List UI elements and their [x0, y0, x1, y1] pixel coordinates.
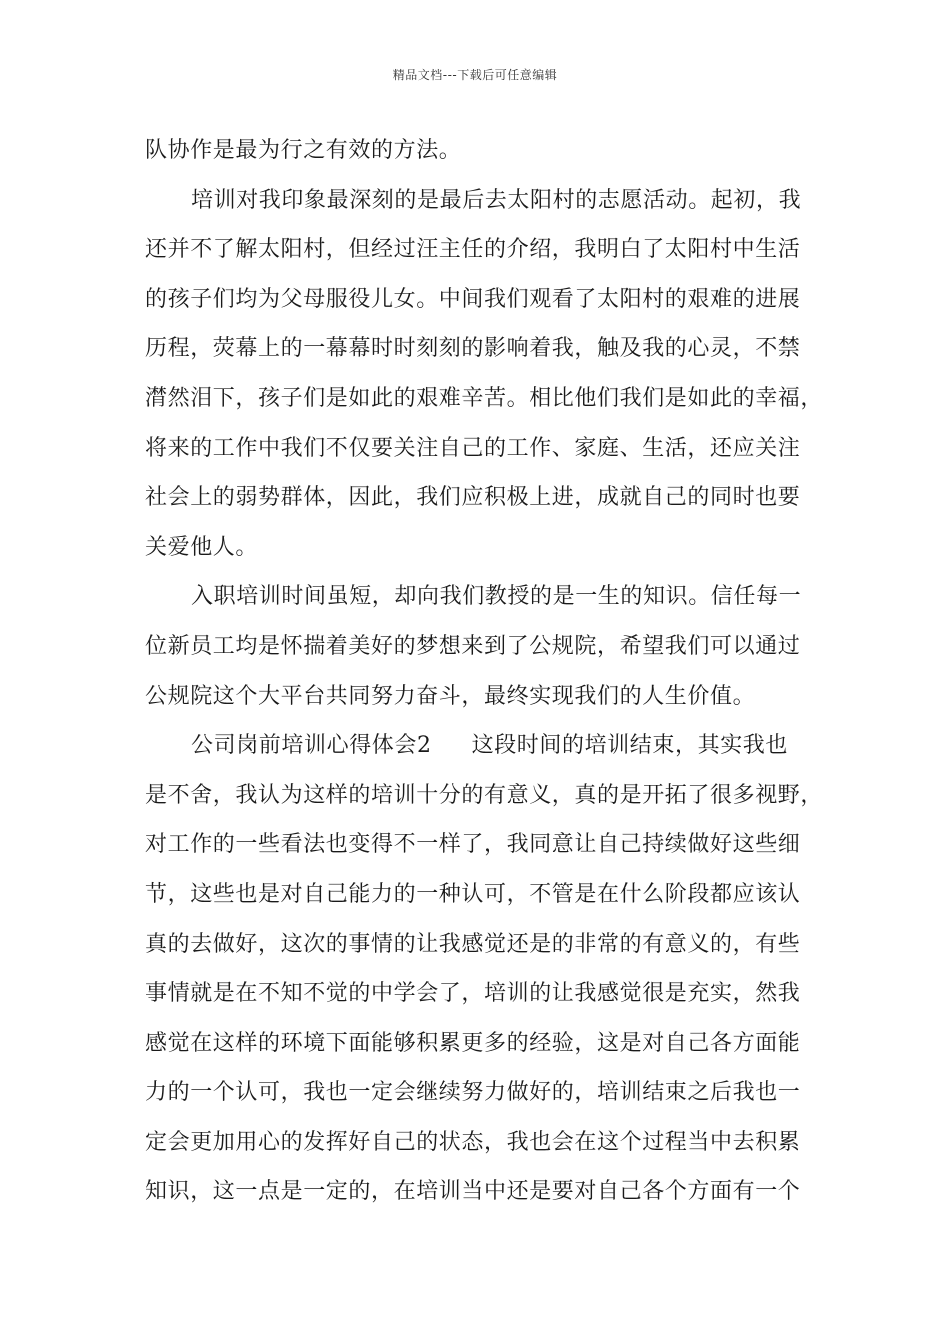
section-heading: 公司岗前培训心得体会2: [191, 733, 432, 759]
line-text: 对工作的一些看法也变得不一样了，我同意让自己持续做好这些细: [145, 832, 801, 858]
text-line: [145, 1068, 817, 1118]
text-line: [145, 473, 817, 523]
line-text: 还并不了解太阳村，但经过汪主任的介绍，我明白了太阳村中生活: [145, 237, 801, 263]
line-text: 事情就是在不知不觉的中学会了，培训的让我感觉很是充实，然我: [145, 981, 801, 1007]
line-text: 节，这些也是对自己能力的一种认可，不管是在什么阶段都应该认: [145, 881, 801, 907]
text-line: [145, 1118, 817, 1168]
text-line: [145, 870, 817, 920]
line-text: 关爱他人。: [145, 534, 259, 560]
text-line: [145, 374, 824, 424]
line-text: 感觉在这样的环境下面能够积累更多的经验，这是对自己各方面能: [145, 1030, 801, 1056]
text-line: [145, 1167, 817, 1217]
line-text: 真的去做好，这次的事情的让我感觉还是的非常的有意义的，有些: [145, 931, 801, 957]
text-line: [145, 820, 817, 870]
text-line: [145, 969, 817, 1019]
line-text: 入职培训时间虽短，却向我们教授的是一生的知识。信任每一: [191, 584, 802, 610]
line-text: 将来的工作中我们不仅要关注自己的工作、家庭、生活，还应关注: [145, 435, 801, 461]
text-line: [145, 225, 817, 275]
line-text: 力的一个认可，我也一定会继续努力做好的，培训结束之后我也一: [145, 1080, 801, 1106]
text-line: [145, 1019, 817, 1069]
line-text: 公规院这个大平台共同努力奋斗，最终实现我们的人生价值。: [145, 683, 756, 709]
line-text: 社会上的弱势群体，因此，我们应积极上进，成就自己的同时也要: [145, 485, 801, 511]
line-text: 定会更加用心的发挥好自己的状态，我也会在这个过程当中去积累: [145, 1129, 801, 1155]
page-header: 精品文档---下载后可任意编辑: [392, 68, 558, 82]
text-line: [145, 771, 824, 821]
text-line: [145, 920, 817, 970]
document-body: [145, 126, 824, 1217]
line-text: 这段时间的培训结束，其实我也: [471, 733, 789, 759]
text-line: [145, 324, 817, 374]
text-line: [145, 672, 817, 722]
line-text: 队协作是最为行之有效的方法。: [145, 138, 462, 163]
line-text: 历程，荧幕上的一幕幕时时刻刻的影响着我，触及我的心灵，不禁: [145, 336, 801, 362]
text-line: [145, 622, 817, 672]
line-text: 培训对我印象最深刻的是最后去太阳村的志愿活动。起初，我: [191, 187, 802, 213]
text-line: [145, 721, 817, 771]
text-line: [145, 424, 817, 474]
line-text: 的孩子们均为父母服役儿女。中间我们观看了太阳村的艰难的进展: [145, 286, 801, 312]
line-text: 位新员工均是怀揣着美好的梦想来到了公规院，希望我们可以通过: [145, 633, 801, 659]
text-line: [145, 176, 817, 226]
text-line: [145, 523, 817, 573]
text-line: [145, 275, 817, 325]
text-line: [145, 572, 817, 622]
text-line: [145, 126, 817, 176]
line-text: 潸然泪下，孩子们是如此的艰难辛苦。相比他们我们是如此的幸福，: [145, 385, 824, 411]
line-text: 知识，这一点是一定的，在培训当中还是要对自己各个方面有一个: [145, 1179, 801, 1205]
line-text: 是不舍，我认为这样的培训十分的有意义，真的是开拓了很多视野，: [145, 782, 824, 808]
